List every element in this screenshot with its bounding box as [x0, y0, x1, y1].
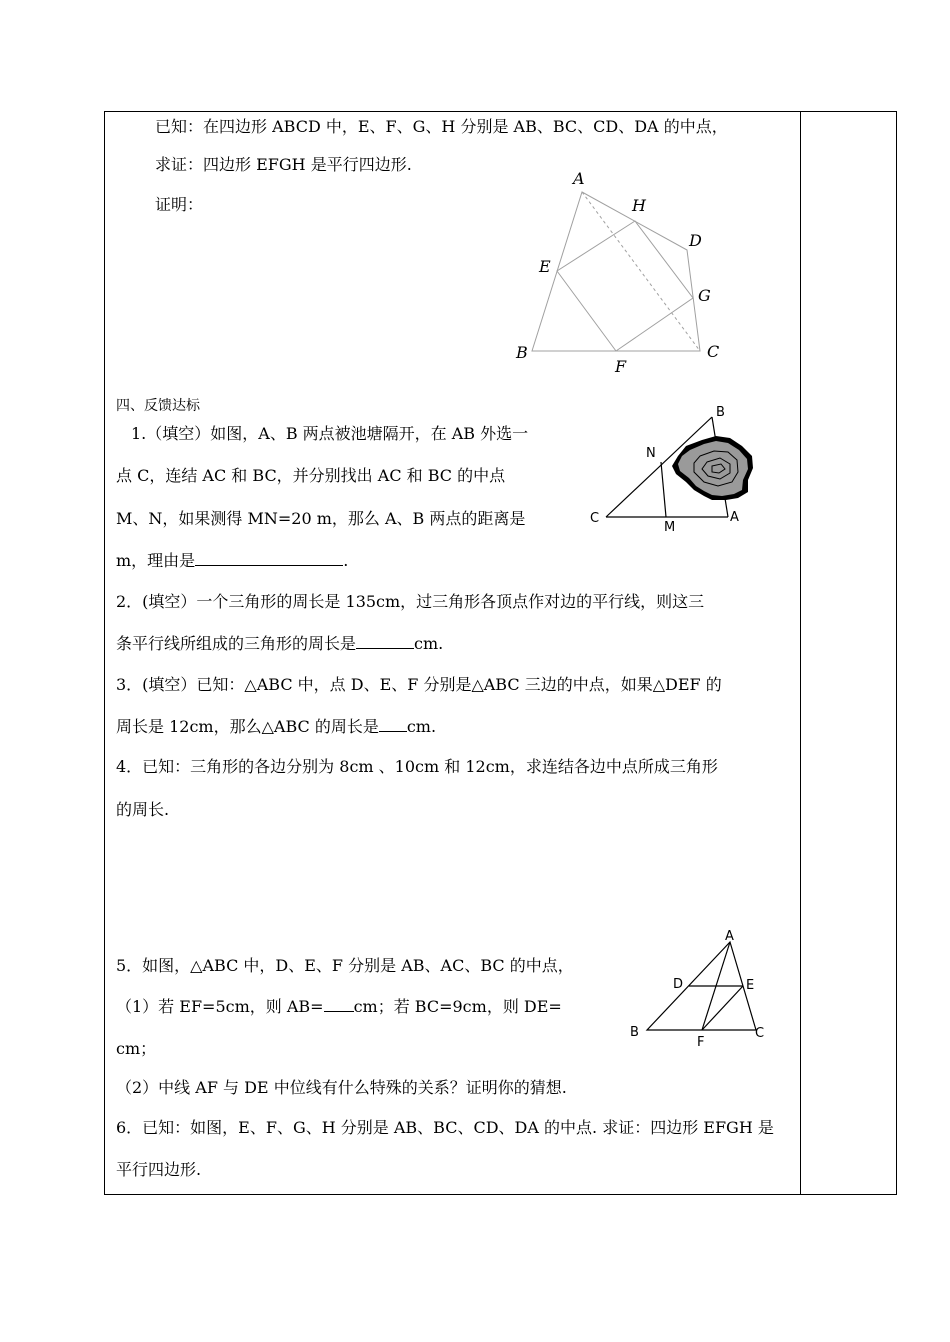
pond-label-M: M — [664, 520, 676, 535]
q5-line2-text-b: cm；若 BC=9cm，则 DE= — [353, 997, 562, 1016]
label-C: C — [707, 342, 720, 361]
section-heading: 四、反馈达标 — [116, 398, 200, 414]
q4-line1: 4．已知：三角形的各边分别为 8cm 、10cm 和 12cm，求连结各边中点所成三角形 — [116, 757, 718, 776]
tri-label-A: A — [725, 929, 734, 944]
given-text: 已知：在四边形 ABCD 中，E、F、G、H 分别是 AB、BC、CD、DA 的中点， — [155, 117, 728, 136]
label-B: B — [516, 343, 528, 362]
q3-line2-text: 周长是 12cm，那么△ABC 的周长是 — [116, 717, 379, 736]
q1-line4-end: . — [343, 551, 349, 570]
tri-label-D: D — [673, 977, 684, 992]
pond-label-A: A — [730, 510, 739, 525]
q2-line2-text: 条平行线所组成的三角形的周长是 — [116, 634, 357, 653]
label-G: G — [698, 286, 711, 305]
q5-line3: cm； — [116, 1039, 157, 1058]
q1-line2: 点 C，连结 AC 和 BC，并分别找出 AC 和 BC 的中点 — [116, 466, 506, 485]
pond-label-C: C — [590, 511, 600, 526]
label-A: A — [573, 169, 585, 188]
prove-text: 求证：四边形 EFGH 是平行四边形. — [155, 155, 412, 174]
proof-label: 证明： — [155, 195, 204, 214]
tri-label-C: C — [755, 1026, 765, 1041]
q6-line2: 平行四边形. — [116, 1160, 202, 1179]
q3-line1: 3．(填空）已知：△ABC 中，点 D、E、F 分别是△ABC 三边的中点，如果△DEF 的 — [116, 675, 722, 694]
q1-line3: M、N，如果测得 MN=20 m，那么 A、B 两点的距离是 — [116, 509, 526, 528]
pond-label-N: N — [646, 446, 656, 461]
q1-line1: 1.（填空）如图，A、B 两点被池塘隔开，在 AB 外选一 — [131, 424, 529, 443]
q4-line2: 的周长. — [116, 800, 170, 819]
q6-line1: 6．已知：如图，E、F、G、H 分别是 AB、BC、CD、DA 的中点. 求证：四边形 EFGH 是 — [116, 1118, 774, 1137]
q3-line2-unit: cm. — [406, 717, 437, 736]
q5-line1: 5．如图，△ABC 中，D、E、F 分别是 AB、AC、BC 的中点， — [116, 956, 574, 975]
q1-line4-text: m，理由是 — [116, 551, 196, 570]
label-H: H — [632, 196, 646, 215]
tri-label-E: E — [746, 978, 755, 993]
pond-label-B: B — [716, 405, 725, 420]
q2-line2-unit: cm. — [414, 634, 444, 653]
tri-label-B: B — [630, 1025, 639, 1040]
tri-label-F: F — [697, 1035, 705, 1050]
q5-line4: （2）中线 AF 与 DE 中位线有什么特殊的关系？证明你的猜想. — [116, 1078, 567, 1097]
label-D: D — [689, 231, 702, 250]
label-E: E — [539, 257, 551, 276]
label-F: F — [615, 357, 627, 376]
q2-line1: 2．(填空）一个三角形的周长是 135cm，过三角形各顶点作对边的平行线，则这三 — [116, 592, 705, 611]
q5-line2-text: （1）若 EF=5cm，则 AB= — [116, 997, 324, 1016]
